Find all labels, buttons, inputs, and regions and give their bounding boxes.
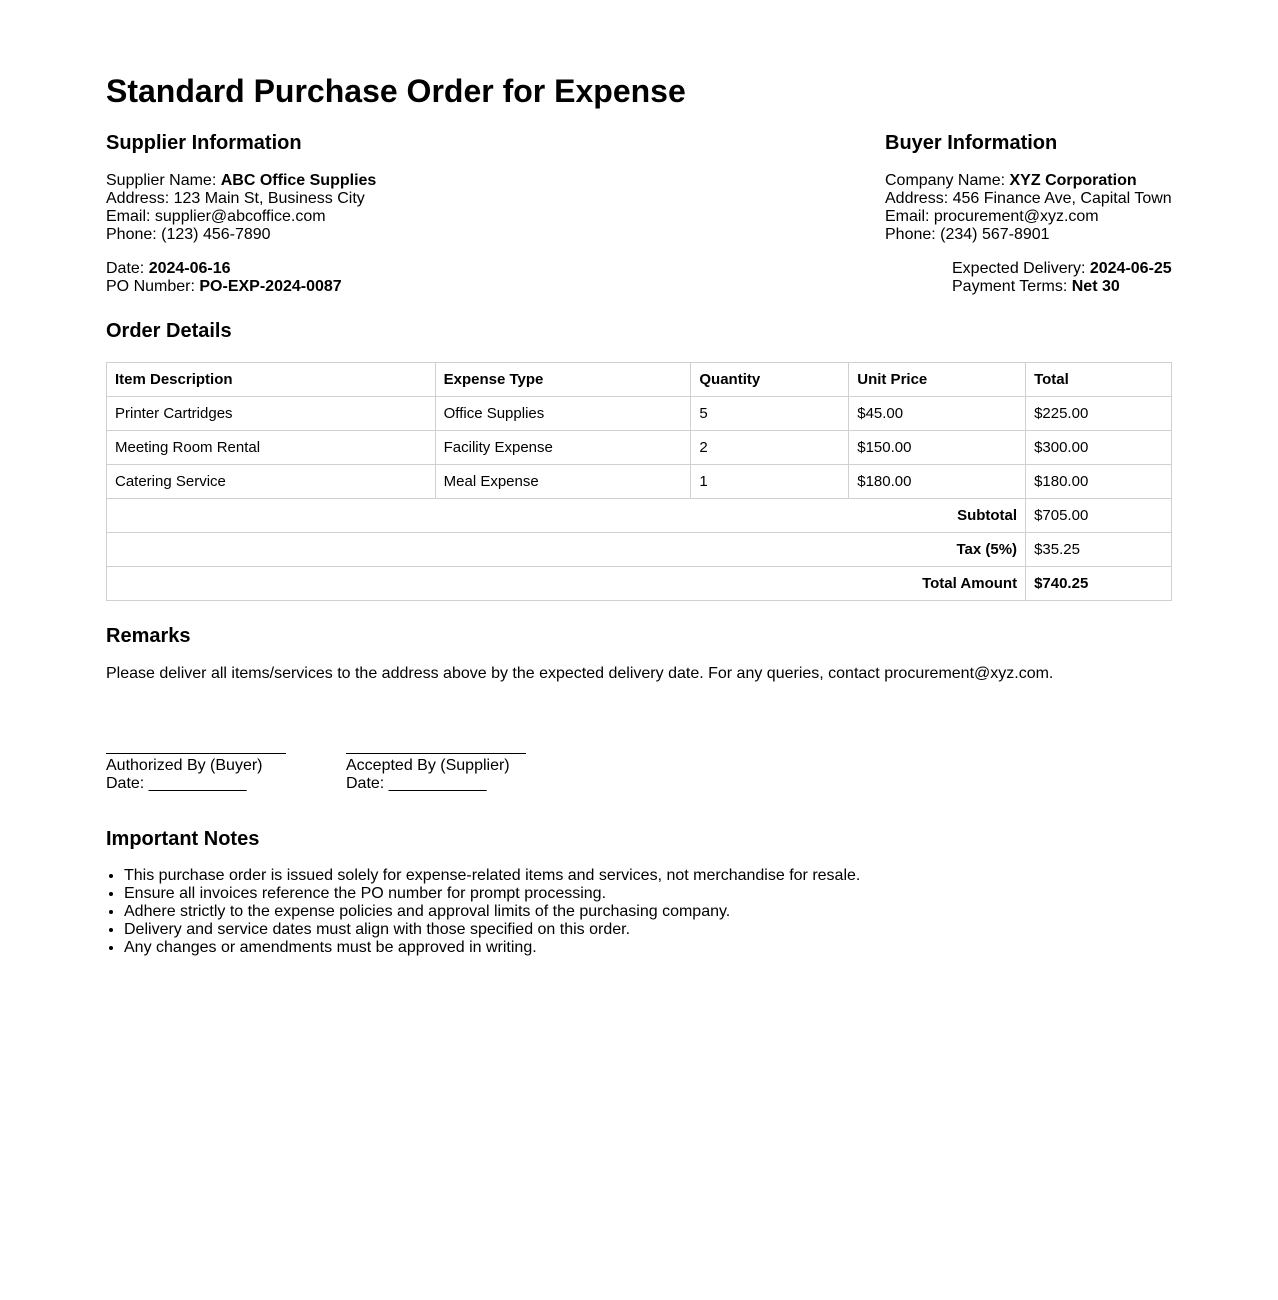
supplier-name-line [106,172,376,190]
supplier-signature-label: Accepted By (Supplier) [346,757,510,774]
column-header-expense-type: Expense Type [435,363,691,397]
delivery-label: Expected Delivery: [952,260,1086,277]
signature-line [346,741,526,754]
subtotal-value: $705.00 [1026,499,1172,533]
po-number-value: PO-EXP-2024-0087 [199,278,342,295]
supplier-heading: Supplier Information [106,132,302,154]
subtotal-row [107,499,1172,533]
date-value: 2024-06-16 [148,260,231,277]
buyer-company-line [885,172,1172,190]
buyer-company: XYZ Corporation [1009,172,1137,189]
delivery-value: 2024-06-25 [1089,260,1172,277]
list-item: • Adhere strictly to the expense policies and approval limits of the purchasing company. [124,903,1172,921]
party-info [106,131,1172,244]
expense-type-cell: Meal Expense [435,465,691,499]
unit-price-cell: $180.00 [849,465,1026,499]
buyer-heading: Buyer Information [885,132,1058,154]
total-amount-value: $740.25 [1026,567,1172,601]
column-header-unit-price: Unit Price [849,363,1026,397]
order-meta [106,260,1172,296]
quantity-cell: 1 [691,465,849,499]
total-amount-label: Total Amount [107,567,1026,601]
supplier-name-label: Supplier Name: [106,172,217,189]
remarks-text: Please deliver all items/services to the address above by the expected delivery date. For any queries, contact procurement@xyz.com. [106,665,1054,682]
tax-row [107,533,1172,567]
payment-terms-value: Net 30 [1071,278,1120,295]
date-label: Date: [106,260,145,277]
meta-right [952,260,1172,296]
column-header-quantity: Quantity [691,363,849,397]
page-title: Standard Purchase Order for Expense [106,73,686,109]
po-number-label: PO Number: [106,278,195,295]
remarks-heading: Remarks [106,625,191,647]
delivery-line [952,260,1172,278]
list-item: • Any changes or amendments must be approved in writing. [124,939,1172,957]
signature-section [106,741,1172,793]
column-header-total: Total [1026,363,1172,397]
buyer-address: Address: 456 Finance Ave, Capital Town [885,190,1172,207]
column-header-item-description: Item Description [107,363,436,397]
total-cell: $300.00 [1026,431,1172,465]
signature-line [106,741,286,754]
list-item: • Ensure all invoices reference the PO number for prompt processing. [124,885,1172,903]
total-cell: $225.00 [1026,397,1172,431]
quantity-cell: 2 [691,431,849,465]
buyer-signature-date: Date: ___________ [106,775,247,792]
order-details-heading: Order Details [106,320,232,342]
item-description-cell: Catering Service [107,465,436,499]
table-row [107,465,1172,499]
order-table [106,362,1172,601]
buyer-info [885,131,1172,244]
unit-price-cell: $150.00 [849,431,1026,465]
tax-label: Tax (5%) [107,533,1026,567]
total-amount-row [107,567,1172,601]
tax-value: $35.25 [1026,533,1172,567]
list-item: • This purchase order is issued solely for expense-related items and services, not merchandise for resale. [124,867,1172,885]
payment-terms-line [952,278,1172,296]
total-cell: $180.00 [1026,465,1172,499]
date-line [106,260,342,278]
supplier-signature-date: Date: ___________ [346,775,487,792]
payment-terms-label: Payment Terms: [952,278,1068,295]
buyer-email: Email: procurement@xyz.com [885,208,1099,225]
supplier-phone: Phone: (123) 456-7890 [106,226,271,243]
table-row [107,431,1172,465]
buyer-company-label: Company Name: [885,172,1006,189]
supplier-signature [346,741,586,793]
supplier-info [106,131,376,244]
item-description-cell: Printer Cartridges [107,397,436,431]
po-number-line [106,278,342,296]
buyer-signature-label: Authorized By (Buyer) [106,757,263,774]
item-description-cell: Meeting Room Rental [107,431,436,465]
unit-price-cell: $45.00 [849,397,1026,431]
supplier-name: ABC Office Supplies [220,172,377,189]
purchase-order-document [106,0,1172,957]
supplier-address: Address: 123 Main St, Business City [106,190,365,207]
supplier-email: Email: supplier@abcoffice.com [106,208,326,225]
expense-type-cell: Facility Expense [435,431,691,465]
meta-left [106,260,342,296]
buyer-phone: Phone: (234) 567-8901 [885,226,1050,243]
expense-type-cell: Office Supplies [435,397,691,431]
list-item: • Delivery and service dates must align with those specified on this order. [124,921,1172,939]
quantity-cell: 5 [691,397,849,431]
important-notes-heading: Important Notes [106,828,260,850]
subtotal-label: Subtotal [107,499,1026,533]
table-row [107,397,1172,431]
table-header-row [107,363,1172,397]
buyer-signature [106,741,346,793]
important-notes-list [106,867,1172,957]
